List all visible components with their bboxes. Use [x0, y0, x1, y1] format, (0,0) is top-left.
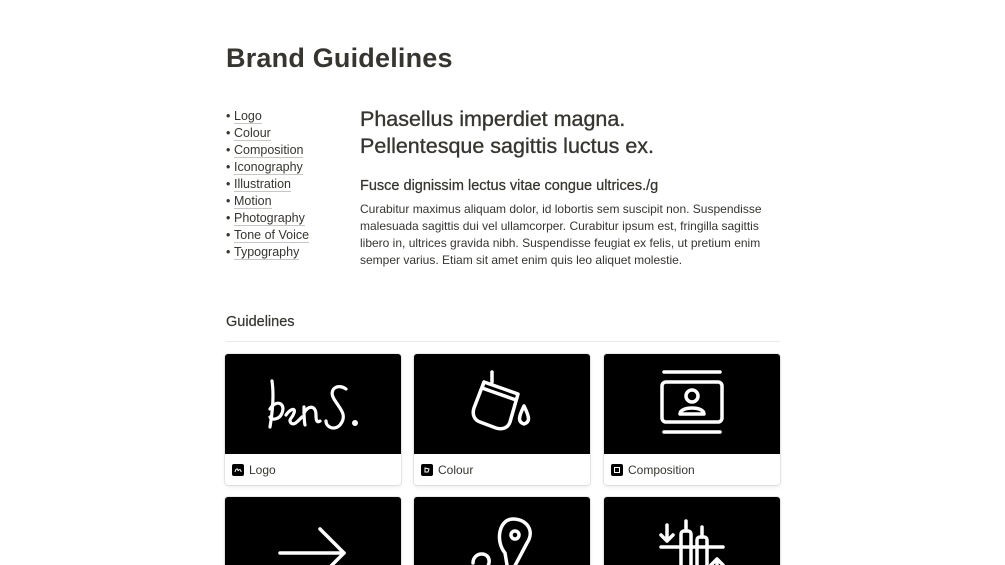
arrow-right-icon — [268, 507, 358, 565]
paint-bucket-mini-icon — [421, 464, 433, 476]
gallery-title: Guidelines — [226, 314, 295, 330]
intro-heading — [360, 106, 780, 159]
toc-item-typography: • Typography — [226, 245, 300, 259]
card-caption — [604, 454, 780, 485]
card-caption — [225, 454, 401, 485]
toc-item-tone-of-voice: • Tone of Voice — [226, 228, 310, 242]
toc-link-illustration[interactable]: Illustration — [234, 177, 291, 191]
card-sliders[interactable] — [604, 497, 780, 565]
intro-subheading: Fusce dignissim lectus vitae congue ultrices./g — [360, 178, 659, 194]
toc-item-composition: • Composition — [226, 143, 304, 157]
card-cover — [604, 497, 780, 565]
card-cover — [604, 354, 780, 454]
signature-icon — [258, 369, 368, 439]
card-composition[interactable] — [604, 354, 780, 485]
card-label-logo: Logo — [249, 462, 276, 477]
portrait-frame-icon — [652, 364, 732, 444]
card-label-colour: Colour — [438, 462, 474, 477]
card-cover — [414, 354, 590, 454]
card-pen[interactable] — [414, 497, 590, 565]
sliders-icon — [647, 507, 737, 565]
toc-link-logo[interactable]: Logo — [234, 109, 262, 123]
toc-link-photography[interactable]: Photography — [234, 211, 305, 225]
section-divider — [226, 341, 780, 342]
toc-link-composition[interactable]: Composition — [234, 143, 304, 157]
toc-item-iconography: • Iconography — [226, 160, 303, 174]
card-cover — [225, 354, 401, 454]
toc-link-tone-of-voice[interactable]: Tone of Voice — [234, 228, 310, 242]
intro-section — [360, 106, 780, 269]
card-arrow[interactable] — [225, 497, 401, 565]
toc-item-colour: • Colour — [226, 126, 271, 140]
toc-item-photography: • Photography — [226, 211, 305, 225]
card-logo[interactable] — [225, 354, 401, 485]
portrait-frame-mini-icon — [611, 464, 623, 476]
pen-nib-icon — [457, 507, 547, 565]
toc-link-iconography[interactable]: Iconography — [234, 160, 303, 174]
card-cover — [225, 497, 401, 565]
toc-link-motion[interactable]: Motion — [234, 194, 272, 208]
toc-item-logo: • Logo — [226, 109, 262, 123]
toc-item-illustration: • Illustration — [226, 177, 291, 191]
signature-mini-icon — [232, 464, 244, 476]
intro-heading-line-1: Phasellus imperdiet magna. — [360, 107, 626, 131]
card-label-composition: Composition — [628, 462, 695, 477]
paint-bucket-icon — [462, 364, 542, 444]
toc-item-motion: • Motion — [226, 194, 272, 208]
page-title: Brand Guidelines — [226, 43, 453, 73]
card-colour[interactable] — [414, 354, 590, 485]
toc-link-typography[interactable]: Typography — [234, 245, 300, 259]
card-caption — [414, 454, 590, 485]
card-cover — [414, 497, 590, 565]
intro-body: Curabitur maximus aliquam dolor, id lobortis sem suscipit non. Suspendisse malesuada sagittis dui vel ullamcorper. Curabitur ipsum est, fringilla sagittis libero in, ultrices gravida nibh. Suspendisse feugiat ex felis, ut pretium enim semper varius. Etiam sit amet enim quis leo aliquet molestie. — [360, 202, 762, 267]
toc-link-colour[interactable]: Colour — [234, 126, 271, 140]
table-of-contents — [226, 108, 309, 261]
intro-heading-line-2: Pellentesque sagittis luctus ex. — [360, 133, 654, 158]
